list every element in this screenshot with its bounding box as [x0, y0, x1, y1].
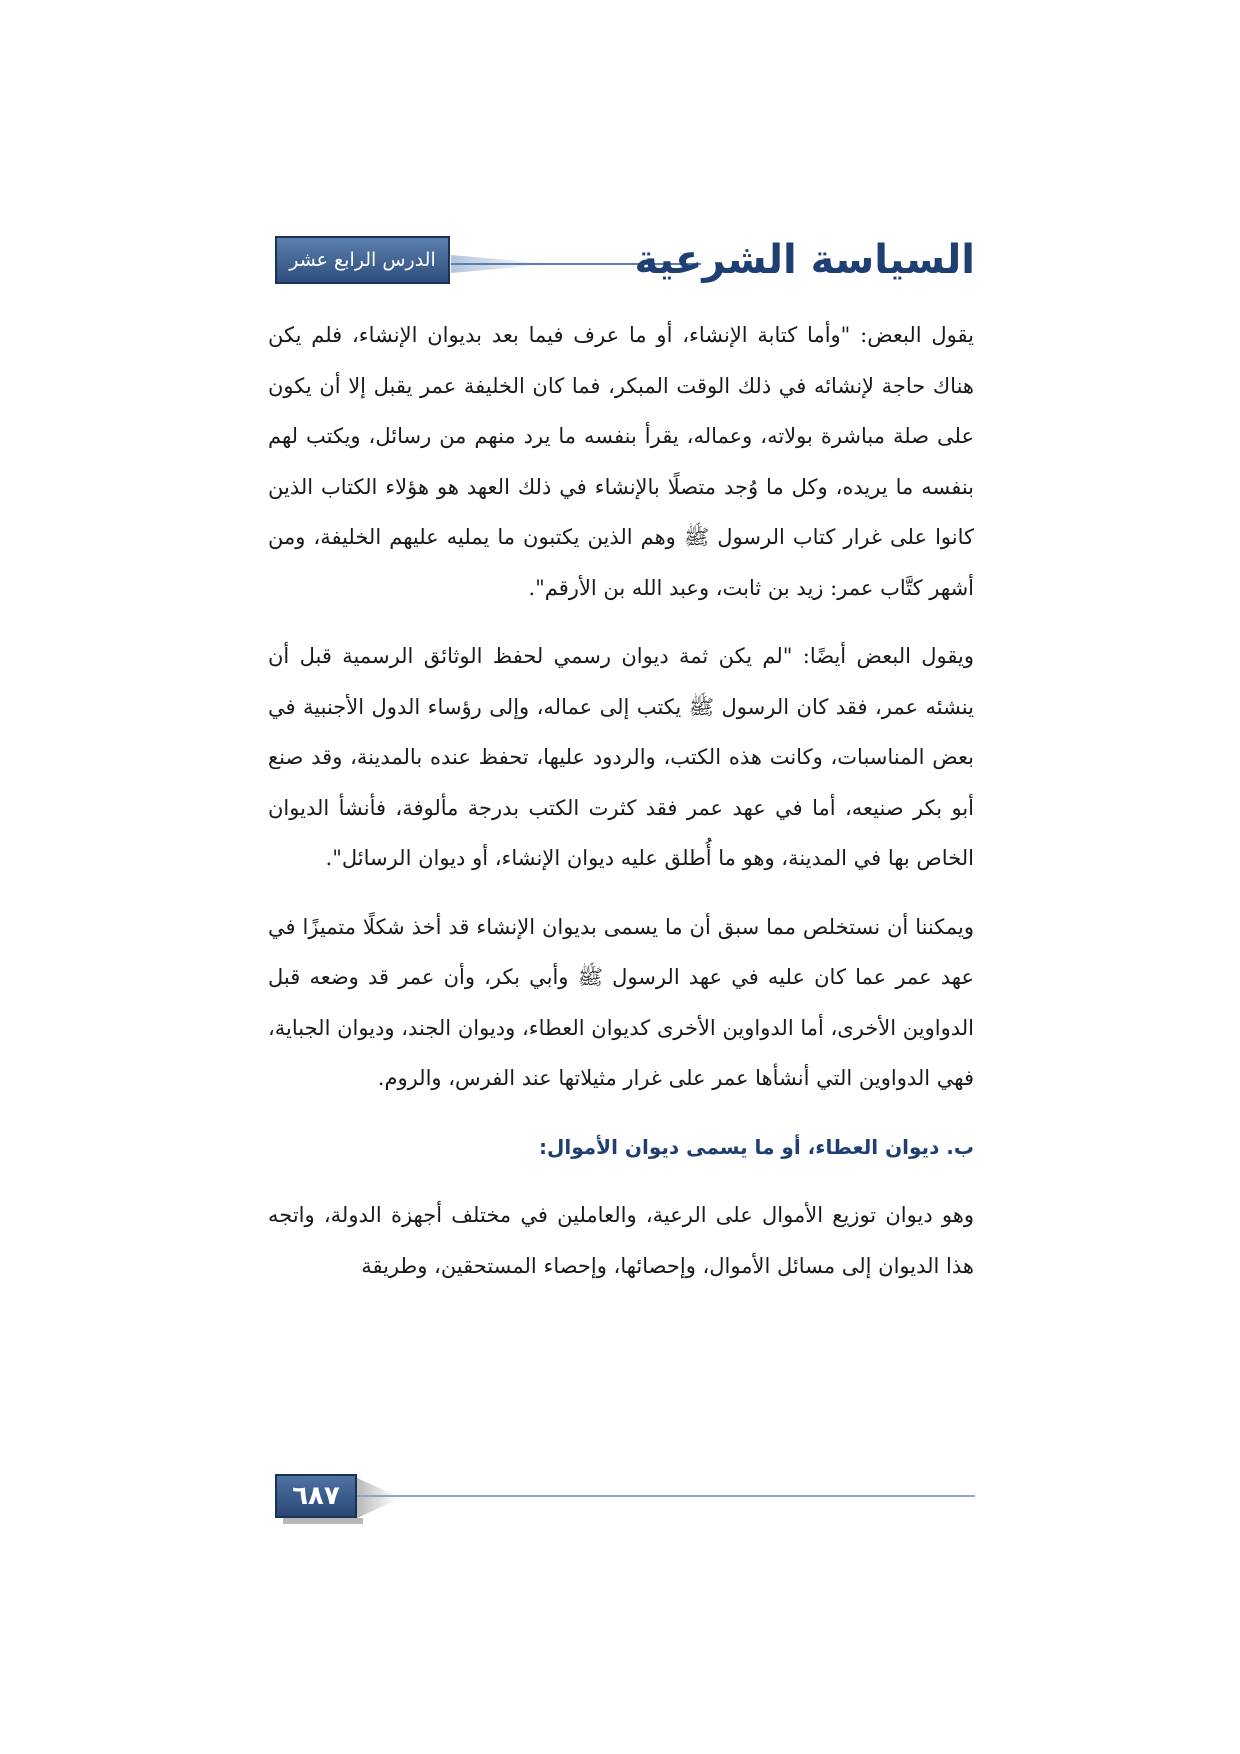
- paragraph: ويمكننا أن نستخلص مما سبق أن ما يسمى بديوان الإنشاء قد أخذ شكلًا متميزًا في عهد عمر عما كان عليه في عهد الرسول ﷺ وأبي بكر، وأن عمر قد وضعه قبل الدواوين الأخرى، أما الدواوين الأخرى كديوان العطاء، وديوان الجند، وديوان الجباية، فهي الدواوين التي أنشأها عمر على غرار مثيلاتها عند الفرس، والروم.: [268, 914, 974, 1090]
- page-footer: [275, 1474, 975, 1522]
- book-title: السياسة الشرعية: [634, 237, 975, 283]
- paragraph: ويقول البعض أيضًا: "لم يكن ثمة ديوان رسمي لحفظ الوثائق الرسمية قبل أن ينشئه عمر، فقد كان الرسول ﷺ يكتب إلى عماله، وإلى رؤساء الدول الأجنبية في بعض المناسبات، وكانت هذه الكتب، والردود عليها، تحفظ عنده بالمدينة، وقد صنع أبو بكر صنيعه، أما في عهد عمر فقد كثرت الكتب بدرجة مألوفة، فأنشأ الديوان الخاص بها في المدينة، وهو ما أُطلق عليه ديوان الإنشاء، أو ديوان الرسائل".: [268, 644, 974, 870]
- page-number: ٦٨٧: [275, 1474, 357, 1518]
- page-body: [268, 310, 974, 1309]
- lesson-label: الدرس الرابع عشر: [275, 236, 450, 284]
- footer-rule-fade: [357, 1478, 397, 1518]
- paragraph: يقول البعض: "وأما كتابة الإنشاء، أو ما عرف فيما بعد بديوان الإنشاء، فلم يكن هناك حاجة لإنشائه في ذلك الوقت المبكر، فما كان الخليفة عمر يقبل إلا أن يكون على صلة مباشرة بولاته، وعماله، يقرأ بنفسه ما يرد منهم من رسائل، ويكتب لهم بنفسه ما يريده، وكل ما وُجد متصلًا بالإنشاء في ذلك العهد هو هؤلاء الكتاب الذين كانوا على غرار كتاب الرسول ﷺ وهم الذين يكتبون ما يمليه عليهم الخليفة، ومن أشهر كتَّاب عمر: زيد بن ثابت، وعبد الله بن الأرقم".: [268, 323, 974, 600]
- paragraph: وهو ديوان توزيع الأموال على الرعية، والعاملين في مختلف أجهزة الدولة، واتجه هذا الديوان إلى مسائل الأموال، وإحصائها، وإحصاء المستحقين، وطريقة: [268, 1203, 974, 1278]
- footer-rule: [357, 1495, 975, 1497]
- page-header: [275, 232, 975, 288]
- page-number-shadow: [283, 1518, 363, 1524]
- section-subheading: ب. ديوان العطاء، أو ما يسمى ديوان الأموال:: [539, 1134, 974, 1159]
